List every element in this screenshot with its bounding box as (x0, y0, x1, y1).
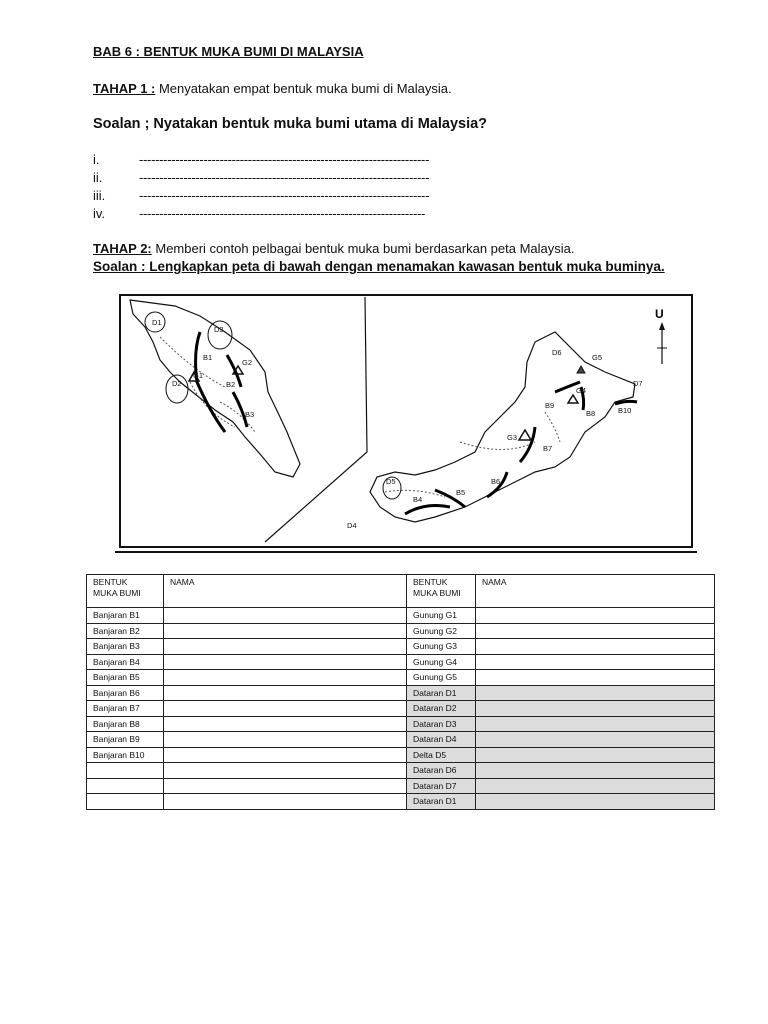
name-left-field[interactable] (164, 670, 407, 686)
label-g5: G5 (592, 353, 603, 362)
landform-left-label (87, 763, 164, 779)
label-b4: B4 (413, 495, 423, 504)
landform-left-label: Banjaran B7 (87, 701, 164, 717)
tahap1-label: TAHAP 1 : (93, 81, 156, 96)
landform-right-label: Gunung G3 (407, 639, 476, 655)
landform-right-label: Dataran D3 (407, 716, 476, 732)
name-right-field[interactable] (476, 623, 715, 639)
landform-left-label: Banjaran B6 (87, 685, 164, 701)
header-bentuk-2: BENTUK MUKA BUMI (407, 575, 476, 608)
answer-line[interactable] (93, 152, 493, 167)
table-row (87, 701, 715, 717)
map-divider (265, 297, 367, 542)
landform-right-label: Gunung G5 (407, 670, 476, 686)
label-b10: B10 (618, 406, 632, 415)
table-row (87, 794, 715, 810)
mountain-g3-icon (519, 430, 531, 440)
name-right-field[interactable] (476, 763, 715, 779)
borneo-borders (385, 412, 560, 497)
north-arrowhead-icon (659, 322, 665, 330)
answer-number: i. (93, 152, 100, 167)
table-row (87, 670, 715, 686)
malaysia-map (115, 292, 697, 554)
label-d7: D7 (633, 379, 643, 388)
label-b1: B1 (203, 353, 213, 362)
label-b5: B5 (456, 488, 466, 497)
label-g2: G2 (242, 358, 253, 367)
table-row (87, 778, 715, 794)
label-b3: B3 (245, 410, 255, 419)
landform-right-label: Dataran D4 (407, 732, 476, 748)
label-b9: B9 (545, 401, 555, 410)
table-row (87, 763, 715, 779)
table-row (87, 639, 715, 655)
name-right-field[interactable] (476, 654, 715, 670)
question-2: Soalan : Lengkapkan peta di bawah dengan menamakan kawasan bentuk muka buminya. (93, 259, 665, 274)
label-d6: D6 (552, 348, 562, 357)
answer-number: iv. (93, 206, 106, 221)
label-d5: D5 (386, 477, 396, 486)
name-right-field[interactable] (476, 732, 715, 748)
header-bentuk-1: BENTUK MUKA BUMI (87, 575, 164, 608)
name-right-field[interactable] (476, 670, 715, 686)
table-row (87, 747, 715, 763)
landform-right-label: Dataran D1 (407, 794, 476, 810)
name-left-field[interactable] (164, 608, 407, 624)
name-left-field[interactable] (164, 701, 407, 717)
name-left-field[interactable] (164, 623, 407, 639)
range-b1 (196, 332, 225, 432)
name-right-field[interactable] (476, 747, 715, 763)
header-nama-2: NAMA (476, 575, 715, 608)
label-g3: G3 (507, 433, 518, 442)
answer-number: ii. (93, 170, 103, 185)
landform-left-label: Banjaran B10 (87, 747, 164, 763)
landform-left-label: Banjaran B1 (87, 608, 164, 624)
range-b10 (615, 401, 637, 404)
name-left-field[interactable] (164, 778, 407, 794)
range-b4 (405, 506, 450, 514)
landform-left-label: Banjaran B5 (87, 670, 164, 686)
label-d2: D2 (172, 379, 182, 388)
answer-number: iii. (93, 188, 106, 203)
label-g4: G4 (576, 386, 587, 395)
landform-table (86, 574, 715, 810)
tahap1-line (93, 81, 452, 96)
table-header-row (87, 575, 715, 608)
landform-right-label: Gunung G2 (407, 623, 476, 639)
landform-right-label: Dataran D1 (407, 685, 476, 701)
map-frame (120, 295, 692, 547)
label-b2: B2 (226, 380, 236, 389)
tahap2-label: TAHAP 2: (93, 241, 152, 256)
name-left-field[interactable] (164, 747, 407, 763)
landform-left-label: Banjaran B3 (87, 639, 164, 655)
name-right-field[interactable] (476, 716, 715, 732)
answer-line[interactable] (93, 188, 493, 203)
landform-right-label: Dataran D6 (407, 763, 476, 779)
name-left-field[interactable] (164, 794, 407, 810)
table-row (87, 716, 715, 732)
north-label: U (655, 307, 664, 321)
landform-right-label: Dataran D7 (407, 778, 476, 794)
header-nama-1: NAMA (164, 575, 407, 608)
landform-right-label: Dataran D2 (407, 701, 476, 717)
table-row (87, 608, 715, 624)
label-g1: G1 (193, 371, 204, 380)
name-right-field[interactable] (476, 701, 715, 717)
tahap2-text: Memberi contoh pelbagai bentuk muka bumi berdasarkan peta Malaysia. (151, 241, 575, 256)
answer-blank: ----------------------------------------------------------------------- (139, 206, 426, 221)
table-row (87, 623, 715, 639)
table-row (87, 685, 715, 701)
name-left-field[interactable] (164, 716, 407, 732)
label-b7: B7 (543, 444, 553, 453)
name-right-field[interactable] (476, 778, 715, 794)
answer-line[interactable] (93, 206, 493, 221)
mountain-g4-icon (568, 395, 578, 403)
answer-blank: ------------------------------------------------------------------------ (139, 152, 430, 167)
answer-line[interactable] (93, 170, 493, 185)
tahap1-text: Menyatakan empat bentuk muka bumi di Malaysia. (155, 81, 452, 96)
landform-left-label: Banjaran B8 (87, 716, 164, 732)
table-row (87, 654, 715, 670)
name-left-field[interactable] (164, 732, 407, 748)
answer-blank: ------------------------------------------------------------------------ (139, 188, 430, 203)
question-1: Soalan ; Nyatakan bentuk muka bumi utama di Malaysia? (93, 116, 488, 132)
page-title: BAB 6 : BENTUK MUKA BUMI DI MALAYSIA (93, 44, 364, 59)
table-row (87, 732, 715, 748)
landform-right-label: Delta D5 (407, 747, 476, 763)
label-d4: D4 (347, 521, 357, 530)
name-left-field[interactable] (164, 654, 407, 670)
name-right-field[interactable] (476, 608, 715, 624)
landform-right-label: Gunung G1 (407, 608, 476, 624)
landform-left-label: Banjaran B4 (87, 654, 164, 670)
label-b8: B8 (586, 409, 596, 418)
name-left-field[interactable] (164, 763, 407, 779)
name-right-field[interactable] (476, 794, 715, 810)
name-left-field[interactable] (164, 685, 407, 701)
landform-left-label: Banjaran B9 (87, 732, 164, 748)
mountain-g5-icon (577, 366, 585, 373)
name-right-field[interactable] (476, 685, 715, 701)
landform-right-label: Gunung G4 (407, 654, 476, 670)
label-d3: D3 (214, 325, 224, 334)
name-left-field[interactable] (164, 639, 407, 655)
answer-blank: ------------------------------------------------------------------------ (139, 170, 430, 185)
label-b6: B6 (491, 477, 501, 486)
label-d1: D1 (152, 318, 162, 327)
range-b7 (520, 427, 535, 462)
landform-left-label: Banjaran B2 (87, 623, 164, 639)
tahap2-line (93, 241, 575, 256)
landform-left-label (87, 778, 164, 794)
name-right-field[interactable] (476, 639, 715, 655)
landform-left-label (87, 794, 164, 810)
